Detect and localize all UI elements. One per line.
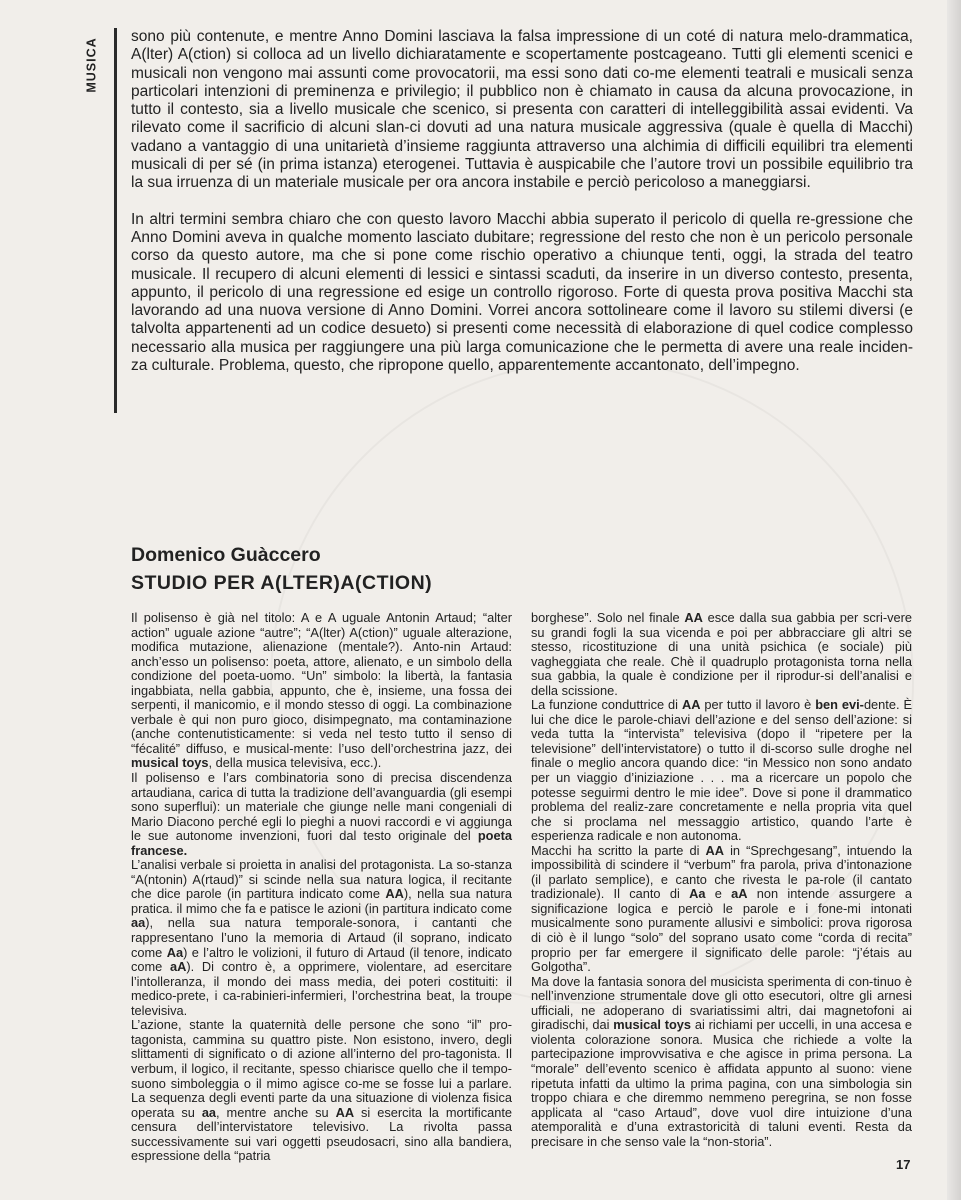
vertical-rule <box>114 28 117 413</box>
article-title: STUDIO PER A(LTER)A(CTION) <box>131 572 433 594</box>
intro-text <box>131 28 913 393</box>
right-paragraph-4: Ma dove la fantasia sonora del musicista sperimenta di con-tinuo è nell’invenzione strumentale dove gli otto esecutori, oltre gli arnesi ufficiali, ne adoperano di svariatissimi altri, dai magnetofoni ai giradischi, dai musical toys ai richiami per uccelli, in una accesa e violenta colorazione sonora. Musica che richiede a volte la partecipazione improvvisativa e che agisce in prima persona. La “morale” dell’evento scenico è affidata appunto al suono: viene ripetuta infatti da ultimo la prima pagina, con una simbologia sin troppo chiara e che diremmo nemmeno peregrina, se non fosse applicata al “caso Artaud”, dove vuol dire intuizione d’una atemporalità e d’una extrastoricità di taluni eventi. Resta da precisare in che senso vale la “non-storia”. <box>531 973 912 1149</box>
left-paragraph-3: L’analisi verbale si proietta in analisi del protagonista. La so-stanza “A(ntonin) A(rtaud)” si scinde nella sua natura logica, il recitante che dice parole (in partitura indicato come AA), nella sua natura pratica. il mimo che fa e patisce le azioni (in partitura indicato come aa), nella sua natura temporale-sonora, i cantanti che rappresentano l’uno la memoria di Artaud (il soprano, indicato come Aa) e l’altro le volizioni, il futuro di Artaud (il tenore, indicato come aA). Di contro è, a opprimere, violentare, ad esercitare l’intolleranza, il mondo dei mass media, dei poteri costituiti: il medico-prete, i ca-rabinieri-infermieri, l’orchestrina beat, la troupe televisiva. <box>131 857 512 1018</box>
left-paragraph-1: Il polisenso è già nel titolo: A e A uguale Antonin Artaud; “alter action” uguale azione “autre”; “A(lter) A(ction)” uguale alterazione, modifica mutazione, alienazione (mentale?). Anto-nin Artaud: anch’esso un polisenso: poeta, attore, alienato, e un simbolo della condizione del poeta-uomo. “Un” simbolo: la libertà, la fantasia ingabbiata, nella gabbia, appunto, che è, insieme, una fossa dei serpenti, il manicomio, e il mondo stesso di oggi. La combinazione verbale è qui non puro gioco, disimpegnato, ma contaminazione (anche contenutisticamente: si veda nel testo tutto il senso di “fécalité” diffuso, e musical-mente: l’uso dell’orchestrina jazz, dei musical toys, della musica televisiva, ecc.). <box>131 610 512 771</box>
left-column <box>131 611 512 1164</box>
right-column <box>531 611 912 1149</box>
left-paragraph-4: L’azione, stante la quaternità delle persone che sono “il” pro-tagonista, cammina su quattro piste. Non esistono, invero, degli slittamenti di significato o di azione all’interno del pro-tagonista. Il verbum, il logico, il recitante, spesso chiarisce quello che il tempo-suono simboleggia o il mimo agisce co-me se fosse lui a parlare. La sequenza degli eventi parte da una situazione di violenza fisica operata su aa, mentre anche su AA si esercita la mortificante censura dell’intervistatore televisivo. La rivolta passa successivamente sui vari oggetti pseudosacri, sino alla bandiera, espressione della “patria <box>131 1017 512 1164</box>
intro-paragraph-2: In altri termini sembra chiaro che con questo lavoro Macchi abbia superato il pericolo di quella re-gressione che Anno Domini aveva in qualche momento lasciato dubitare; regressione del resto che non è un pericolo personale corso da questo autore, ma che si pone come rischio operativo a chiunque tenti, oggi, la strada del teatro musicale. Il recupero di alcuni elementi di lessici e sintassi scaduti, da inserire in un diverso contesto, presenta, appunto, il pericolo di una regressione ed esige un controllo rigoroso. Forte di questa prova positiva Macchi sta lavorando ad una nuova versione di Anno Domini. Vorrei ancora sottolineare come il lavoro su stilemi diversi (e talvolta appartenenti ad un codice desueto) si presenti come necessità di elaborazione di quel codice complesso necessario alla musica per raggiungere una più larga comunicazione che le permetta di avere una reale inciden-za culturale. Problema, questo, che ripropone quello, apparentemente accantonato, dell’impegno. <box>131 210 913 375</box>
page-edge-shadow <box>947 0 961 1200</box>
section-label <box>80 36 108 96</box>
right-paragraph-2: La funzione conduttrice di AA per tutto il lavoro è ben evi-dente. È lui che dice le parole-chiavi dell’azione e del senso dell’azione: si veda tutta la “intervista” televisiva (dopo il “ripetere per la televisione” dell’intervistatore) o tutto il di-scorso sulle droghe nel finale o meglio ancora quando dice: “in Messico non sono andato per un viaggio d’iniziazione . . . ma a ricercare un popolo che potesse seguirmi dentro le mie idee”. Dove si pone il drammatico problema del realiz-zare concretamente e nella propria vita quel che si proclama nel messaggio artistico, quando l’arte è esperienza radicale e non autonoma. <box>531 697 912 844</box>
right-paragraph-3: Macchi ha scritto la parte di AA in “Sprechgesang”, intuendo la impossibilità di scindere il “verbum” fra parola, priva d’intonazione (il parlato semplice), e canto che rivesta le pa-role (il cantato tradizionale). Il canto di Aa e aA non intende assurgere a significazione logica e perciò le parole e i fone-mi intonati musicalmente sono puramente allusivi e simbolici: prova rigorosa di ciò è il lungo “solo” del soprano usato come “corda di recita” proprio per far emergere il significato delle parole: “j’étais au Golgotha”. <box>531 842 913 975</box>
section-label-text: MUSICA <box>84 37 99 93</box>
article-author: Domenico Guàccero <box>131 544 321 566</box>
left-paragraph-2: Il polisenso e l’ars combinatoria sono di precisa discendenza artaudiana, carica di tutta la tradizione dell’avanguardia (gli esempi sono superflui): un materiale che giunge nelle mani congeniali di Mario Diacono perché egli lo pieghi a nuovi raccordi e vi aggiunga le sue autonome invenzioni, fuori dal testo originale del poeta francese. <box>131 770 512 858</box>
intro-paragraph-1: sono più contenute, e mentre Anno Domini lasciava la falsa impressione di un coté di natura melo-drammatica, A(lter) A(ction) si colloca ad un livello dichiaratamente e scopertamente postcageano. Tutti gli elementi scenici e musicali non vengono mai assunti come provocatorii, ma essi sono dati co-me elementi teatrali e musicali senza particolari intenzioni di preminenza e privilegio; il pubblico non è chiamato in causa da alcuna provocazione, in tutto il contesto, sia a livello musicale che scenico, si presenta con caratteri di intelleggibilità assai evidenti. Va rilevato come il sacrificio di alcuni slan-ci dovuti ad una natura musicale aggressiva (quale è quella di Macchi) vadano a vantaggio di una unitarietà d’insieme raggiunta attraverso una alchimia di difficili equilibri tra elementi musicali di per sé (in prima istanza) eterogenei. Tuttavia è auspicabile che l’autore trovi un possibile equilibrio tra la sua irruenza di un materiale musicale per ora ancora instabile e perciò pericoloso a maneggiarsi. <box>131 28 913 192</box>
right-paragraph-1: borghese”. Solo nel finale AA esce dalla sua gabbia per scri-vere su grandi fogli la sua vicenda e poi per abbracciare gli altri se stesso, ricostituzione di una unità psichica (e sociale) più vagheggiata che reale. Chè il quadruplo protagonista torna nella sua gabbia, la quale è condizione per il riprodur-si dell’analisi e della scissione. <box>531 610 913 698</box>
page-number: 17 <box>896 1157 911 1172</box>
